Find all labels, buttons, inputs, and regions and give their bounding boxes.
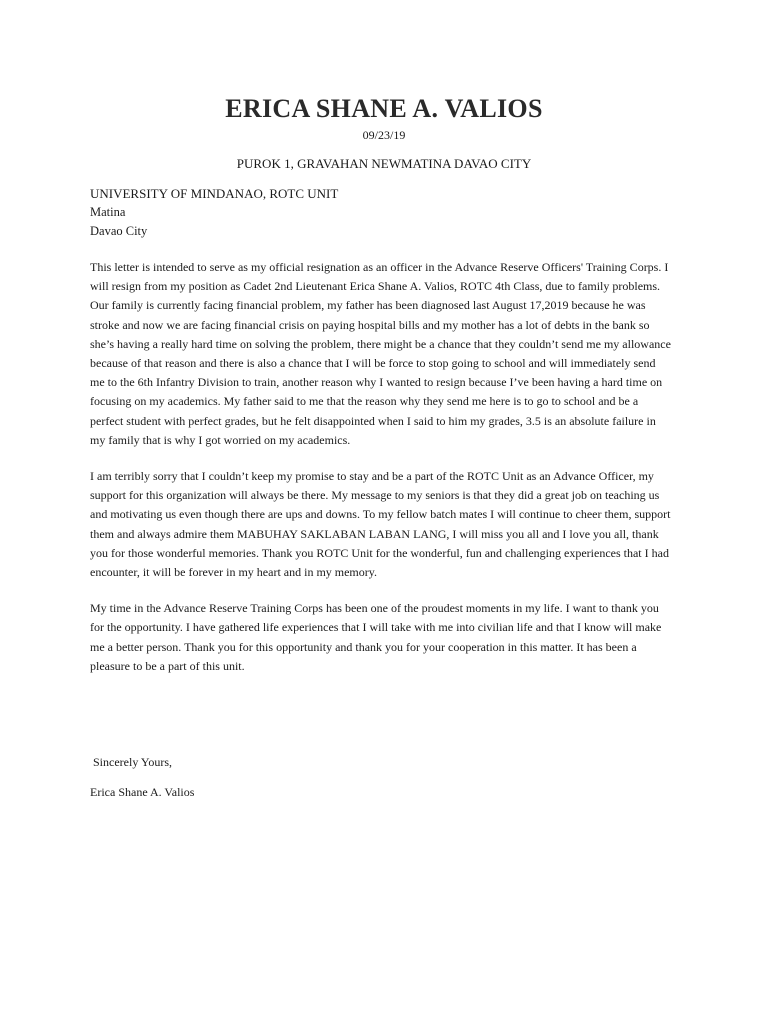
signature-name: Erica Shane A. Valios — [90, 785, 195, 799]
recipient-organization: UNIVERSITY OF MINDANAO, ROTC UNIT — [90, 186, 339, 201]
body-paragraph-2: I am terribly sorry that I couldn’t keep my promise to stay and be a part of the ROTC Unit as an Advance Officer, my support for this organization will always be there. My message to my seniors is that they did a great job on teaching us and motivating us even though there are ups and downs. To my fellow batch mates I will continue to cheer them, support them and always admire them MABUHAY SAKLABAN LABAN LANG, I will miss you all and I love you all, thank you for those wonderful memories. Thank you ROTC Unit for the wonderful, fun and challenging experiences that I had encounter, it will be forever in my heart and in my memory. — [90, 469, 671, 580]
body-paragraph-3: My time in the Advance Reserve Training Corps has been one of the proudest moments in my life. I want to thank you for the opportunity. I have gathered life experiences that I will take with me into civilian life and that I know will make me a better person. Thank you for this opportunity and thank you for your cooperation in this matter. It has been a pleasure to be a part of this unit. — [90, 601, 662, 673]
letter-date: 09/23/19 — [362, 128, 406, 142]
letter-body — [90, 258, 673, 693]
closing: Sincerely Yours, — [93, 755, 173, 769]
recipient-block — [90, 184, 338, 241]
recipient-line-2: Matina — [90, 205, 126, 219]
recipient-line-3: Davao City — [90, 224, 148, 238]
sender-name: ERICA SHANE A. VALIOS — [225, 94, 543, 123]
body-paragraph-1: This letter is intended to serve as my official resignation as an officer in the Advance Reserve Officers' Training Corps. I will resign from my position as Cadet 2nd Lieutenant Erica Shane A. Valios, ROTC 4th Class, due to family problems. Our family is currently facing financial problem, my father has been diagnosed last August 17,2019 because he was stroke and now we are facing financial crisis on paying hospital bills and my mother has a lot of debts in the bank so she’s having a really hard time on solving the problem, there might be a chance that they couldn’t send me my allowance because of that reason and there is also a chance that I will be force to stop going to school and will immediately send me to the 6th Infantry Division to train, another reason why I wanted to resign because I’ve been having a hard time on focusing on my academics. My father said to me that the reason why they send me here is to go to school and be a perfect student with perfect grades, but he felt disappointed when I said to him my grades, 3.5 is an absolute failure in my family that is why I got worried on my academics. — [90, 260, 671, 447]
sender-address: PUROK 1, GRAVAHAN NEWMATINA DAVAO CITY — [236, 156, 532, 171]
